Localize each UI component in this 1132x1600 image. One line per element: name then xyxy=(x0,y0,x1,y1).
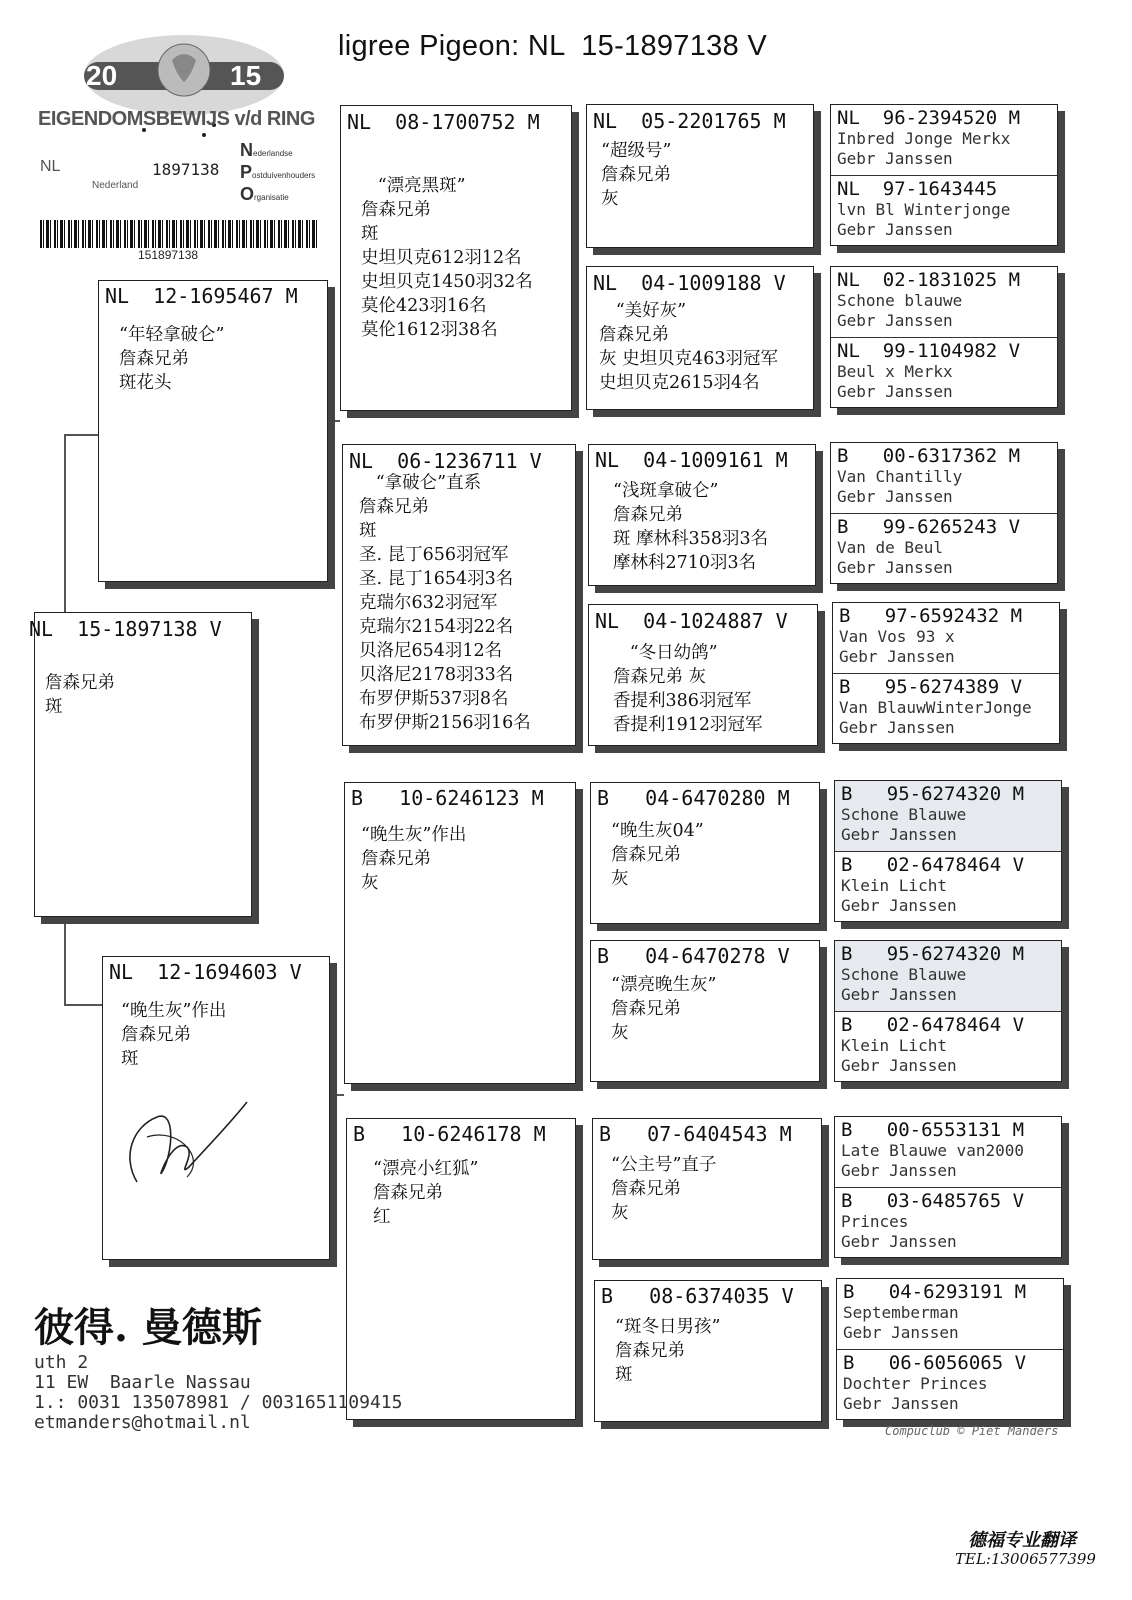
great-grandparent-line: “美好灰” xyxy=(599,301,687,321)
sire-ring: NL 12-1695467 M xyxy=(105,284,298,308)
g3-divider xyxy=(835,1011,1061,1012)
grandparent-line: 史坦贝克612羽12名 xyxy=(361,248,522,268)
grandparent-line: 克瑞尔2154羽22名 xyxy=(359,617,514,637)
great-grandparent-line: “超级号” xyxy=(601,141,672,161)
grandparent-line: 布罗伊斯537羽8名 xyxy=(359,689,509,709)
owner-address-line: uth 2 xyxy=(34,1352,89,1373)
grandparent-line: 詹森兄弟 xyxy=(361,849,431,869)
g3-ring: B 00-6553131 M xyxy=(841,1119,1025,1141)
g3-line: Princes xyxy=(841,1212,909,1231)
g3-ring: NL 02-1831025 M xyxy=(837,269,1021,291)
g3-divider xyxy=(831,337,1057,338)
dam-line: “晚生灰”作出 xyxy=(121,1001,227,1021)
barcode-number: 151897138 xyxy=(138,248,199,262)
g3-pair-box xyxy=(830,104,1058,246)
g3-ring: B 02-6478464 V xyxy=(841,854,1025,876)
certificate-country: NL xyxy=(40,158,61,175)
grandparent-line: “拿破仑”直系 xyxy=(359,473,482,493)
great-grandparent-line: “浅斑拿破仑” xyxy=(613,481,719,501)
great-grandparent-ring: B 04-6470280 M xyxy=(597,786,790,810)
g3-ring: B 97-6592432 M xyxy=(839,605,1023,627)
great-grandparent-line: 灰 xyxy=(601,189,619,209)
g3-ring: B 95-6274320 M xyxy=(841,783,1025,805)
connector-line xyxy=(64,434,100,436)
subject-line: 詹森兄弟 xyxy=(45,673,115,693)
sire-line: 斑花头 xyxy=(119,373,172,393)
g3-line: Klein Licht xyxy=(841,1036,947,1055)
connector-line xyxy=(64,434,66,614)
great-grandparent-line: 詹森兄弟 xyxy=(615,1341,685,1361)
owner-address-line: 11 EW Baarle Nassau xyxy=(34,1372,251,1393)
g3-line: Gebr Janssen xyxy=(841,1056,957,1075)
great-grandparent-line: “斑冬日男孩” xyxy=(615,1317,721,1337)
connector-line xyxy=(330,1094,344,1096)
g3-line: Gebr Janssen xyxy=(841,1232,957,1251)
translator-phone: TEL:13006577399 xyxy=(955,1550,1096,1568)
grandparent-box xyxy=(344,782,576,1084)
certificate-year-left: 20 xyxy=(86,60,118,91)
great-grandparent-line: “漂亮晚生灰” xyxy=(611,975,717,995)
g3-divider xyxy=(835,1187,1061,1188)
g3-pair-box xyxy=(830,266,1058,408)
great-grandparent-ring: NL 04-1009188 V xyxy=(593,271,786,295)
g3-ring: B 02-6478464 V xyxy=(841,1014,1025,1036)
great-grandparent-line: 斑 xyxy=(615,1365,633,1385)
g3-line: Schone Blauwe xyxy=(841,965,967,984)
great-grandparent-line: “公主号”直子 xyxy=(611,1155,717,1175)
grandparent-box xyxy=(346,1118,576,1420)
g3-line: Van BlauwWinterJonge xyxy=(839,698,1032,717)
g3-divider xyxy=(833,673,1059,674)
g3-line: Van de Beul xyxy=(837,538,943,557)
grandparent-line: 圣. 昆丁656羽冠军 xyxy=(359,545,509,565)
g3-ring: B 99-6265243 V xyxy=(837,516,1021,538)
g3-pair-box xyxy=(832,602,1060,744)
certificate-title: EIGENDOMSBEWIJS v/d RING xyxy=(38,108,315,130)
g3-line: Schone blauwe xyxy=(837,291,963,310)
g3-line: lvn Bl Winterjonge xyxy=(837,200,1011,219)
great-grandparent-ring: NL 05-2201765 M xyxy=(593,109,786,133)
g3-line: Gebr Janssen xyxy=(843,1323,959,1342)
g3-ring: NL 97-1643445 xyxy=(837,178,998,200)
g3-line: Gebr Janssen xyxy=(839,647,955,666)
grandparent-ring: NL 06-1236711 V xyxy=(349,449,542,473)
grandparent-line: 詹森兄弟 xyxy=(359,497,429,517)
grandparent-line: 詹森兄弟 xyxy=(373,1183,443,1203)
grandparent-line: 贝洛尼654羽12名 xyxy=(359,641,503,661)
g3-line: Gebr Janssen xyxy=(841,825,957,844)
grandparent-line: “漂亮小红狐” xyxy=(373,1159,479,1179)
grandparent-line: “漂亮黑斑” xyxy=(361,176,466,196)
grandparent-line: 斑 xyxy=(359,521,377,541)
great-grandparent-line: 摩林科2710羽3名 xyxy=(613,553,757,573)
great-grandparent-line: “晚生灰04” xyxy=(611,821,704,841)
g3-line: Gebr Janssen xyxy=(837,220,953,239)
g3-line: Klein Licht xyxy=(841,876,947,895)
great-grandparent-box xyxy=(588,444,816,586)
certificate-org: Nederlandse Postduivenhouders Organisatie xyxy=(240,140,316,204)
subject-line: 斑 xyxy=(45,697,63,717)
grandparent-line: 詹森兄弟 xyxy=(361,200,431,220)
sire-line: 詹森兄弟 xyxy=(119,349,189,369)
subject-box xyxy=(29,612,252,917)
g3-divider xyxy=(835,851,1061,852)
grandparent-box xyxy=(340,105,572,411)
g3-divider xyxy=(831,175,1057,176)
g3-line: Van Vos 93 x xyxy=(839,627,955,646)
great-grandparent-ring: B 08-6374035 V xyxy=(601,1284,794,1308)
great-grandparent-box xyxy=(590,940,820,1082)
great-grandparent-line: 詹森兄弟 xyxy=(611,999,681,1019)
certificate-country-full: Nederland xyxy=(92,180,139,191)
g3-line: Gebr Janssen xyxy=(837,487,953,506)
g3-ring: B 03-6485765 V xyxy=(841,1190,1025,1212)
g3-line: Gebr Janssen xyxy=(841,896,957,915)
sire-box xyxy=(98,280,328,582)
g3-ring: NL 96-2394520 M xyxy=(837,107,1021,129)
great-grandparent-line: 灰 xyxy=(611,1203,629,1223)
grandparent-line: 圣. 昆丁1654羽3名 xyxy=(359,569,514,589)
g3-line: Gebr Janssen xyxy=(839,718,955,737)
connector-line xyxy=(64,920,66,1004)
g3-pair-box xyxy=(834,780,1062,922)
great-grandparent-line: 灰 史坦贝克463羽冠军 xyxy=(599,349,778,369)
page-title: ligree Pigeon: NL 15-1897138 V xyxy=(338,30,768,62)
g3-line: Gebr Janssen xyxy=(841,1161,957,1180)
great-grandparent-line: 香提利1912羽冠军 xyxy=(613,715,763,735)
great-grandparent-line: 詹森兄弟 xyxy=(613,505,683,525)
great-grandparent-line: “冬日幼鸽” xyxy=(613,643,718,663)
certificate-year-right: 15 xyxy=(230,60,262,91)
dam-ring: NL 12-1694603 V xyxy=(109,960,302,984)
great-grandparent-line: 香提利386羽冠军 xyxy=(613,691,752,711)
grandparent-line: 布罗伊斯2156羽16名 xyxy=(359,713,531,733)
grandparent-line: 莫伦1612羽38名 xyxy=(361,320,498,340)
g3-line: Gebr Janssen xyxy=(837,382,953,401)
g3-line: Gebr Janssen xyxy=(843,1394,959,1413)
grandparent-line: 斑 xyxy=(361,224,379,244)
owner-name: 彼得. 曼德斯 xyxy=(34,1304,262,1351)
great-grandparent-ring: B 07-6404543 M xyxy=(599,1122,792,1146)
g3-ring: B 04-6293191 M xyxy=(843,1281,1027,1303)
grandparent-ring: B 10-6246123 M xyxy=(351,786,544,810)
great-grandparent-ring: B 04-6470278 V xyxy=(597,944,790,968)
g3-line: Septemberman xyxy=(843,1303,959,1322)
g3-line: Gebr Janssen xyxy=(837,149,953,168)
great-grandparent-line: 詹森兄弟 xyxy=(599,325,669,345)
great-grandparent-box xyxy=(586,104,814,248)
g3-pair-box xyxy=(830,442,1058,584)
g3-pair-box xyxy=(834,940,1062,1082)
g3-ring: B 95-6274320 M xyxy=(841,943,1025,965)
great-grandparent-box xyxy=(592,1118,822,1260)
g3-line: Van Chantilly xyxy=(837,467,963,486)
certificate-ring-number: 1897138 xyxy=(152,160,220,179)
g3-line: Gebr Janssen xyxy=(837,558,953,577)
great-grandparent-line: 灰 xyxy=(611,1023,629,1043)
translator-name: 德福专业翻译 xyxy=(968,1530,1076,1551)
g3-line: Late Blauwe van2000 xyxy=(841,1141,1025,1160)
great-grandparent-line: 詹森兄弟 xyxy=(611,845,681,865)
software-credit: Compuclub © Piet Manders xyxy=(885,1424,1059,1438)
g3-line: Beul x Merkx xyxy=(837,362,953,381)
grandparent-line: 克瑞尔632羽冠军 xyxy=(359,593,498,613)
connector-line xyxy=(328,420,340,422)
subject-ring: NL 15-1897138 V xyxy=(29,617,222,641)
g3-divider xyxy=(831,513,1057,514)
grandparent-line: 红 xyxy=(373,1207,391,1227)
g3-pair-box xyxy=(834,1116,1062,1258)
grandparent-line: 莫伦423羽16名 xyxy=(361,296,487,316)
g3-ring: NL 99-1104982 V xyxy=(837,340,1021,362)
g3-ring: B 95-6274389 V xyxy=(839,676,1023,698)
great-grandparent-box xyxy=(588,604,818,746)
g3-divider xyxy=(837,1349,1063,1350)
great-grandparent-box xyxy=(586,266,814,410)
dam-line: 斑 xyxy=(121,1049,139,1069)
great-grandparent-line: 斑 摩林科358羽3名 xyxy=(613,529,769,549)
great-grandparent-box xyxy=(590,782,820,924)
owner-email: etmanders@hotmail.nl xyxy=(34,1412,251,1433)
ring-certificate xyxy=(34,30,324,270)
great-grandparent-line: 灰 xyxy=(611,869,629,889)
great-grandparent-line: 詹森兄弟 灰 xyxy=(613,667,707,687)
sire-line: “年轻拿破仑” xyxy=(119,325,225,345)
g3-line: Gebr Janssen xyxy=(837,311,953,330)
owner-phone: 1.: 0031 135078981 / 0031651109415 xyxy=(34,1392,403,1413)
g3-line: Dochter Princes xyxy=(843,1374,988,1393)
dam-box xyxy=(102,956,330,1260)
great-grandparent-line: 史坦贝克2615羽4名 xyxy=(599,373,760,393)
great-grandparent-line: 詹森兄弟 xyxy=(601,165,671,185)
dam-line: 詹森兄弟 xyxy=(121,1025,191,1045)
grandparent-line: 史坦贝克1450羽32名 xyxy=(361,272,533,292)
g3-line: Gebr Janssen xyxy=(841,985,957,1004)
g3-line: Inbred Jonge Merkx xyxy=(837,129,1011,148)
g3-ring: B 06-6056065 V xyxy=(843,1352,1027,1374)
grandparent-box xyxy=(342,444,576,746)
great-grandparent-box xyxy=(594,1280,822,1422)
connector-line xyxy=(64,1004,102,1006)
grandparent-line: 贝洛尼2178羽33名 xyxy=(359,665,514,685)
g3-line: Schone Blauwe xyxy=(841,805,967,824)
grandparent-ring: NL 08-1700752 M xyxy=(347,110,540,134)
grandparent-ring: B 10-6246178 M xyxy=(353,1122,546,1146)
great-grandparent-ring: NL 04-1024887 V xyxy=(595,609,788,633)
barcode xyxy=(40,220,318,248)
great-grandparent-line: 詹森兄弟 xyxy=(611,1179,681,1199)
g3-ring: B 00-6317362 M xyxy=(837,445,1021,467)
g3-pair-box xyxy=(836,1278,1064,1420)
grandparent-line: “晚生灰”作出 xyxy=(361,825,467,845)
signature-icon xyxy=(117,1097,257,1197)
great-grandparent-ring: NL 04-1009161 M xyxy=(595,448,788,472)
grandparent-line: 灰 xyxy=(361,873,379,893)
